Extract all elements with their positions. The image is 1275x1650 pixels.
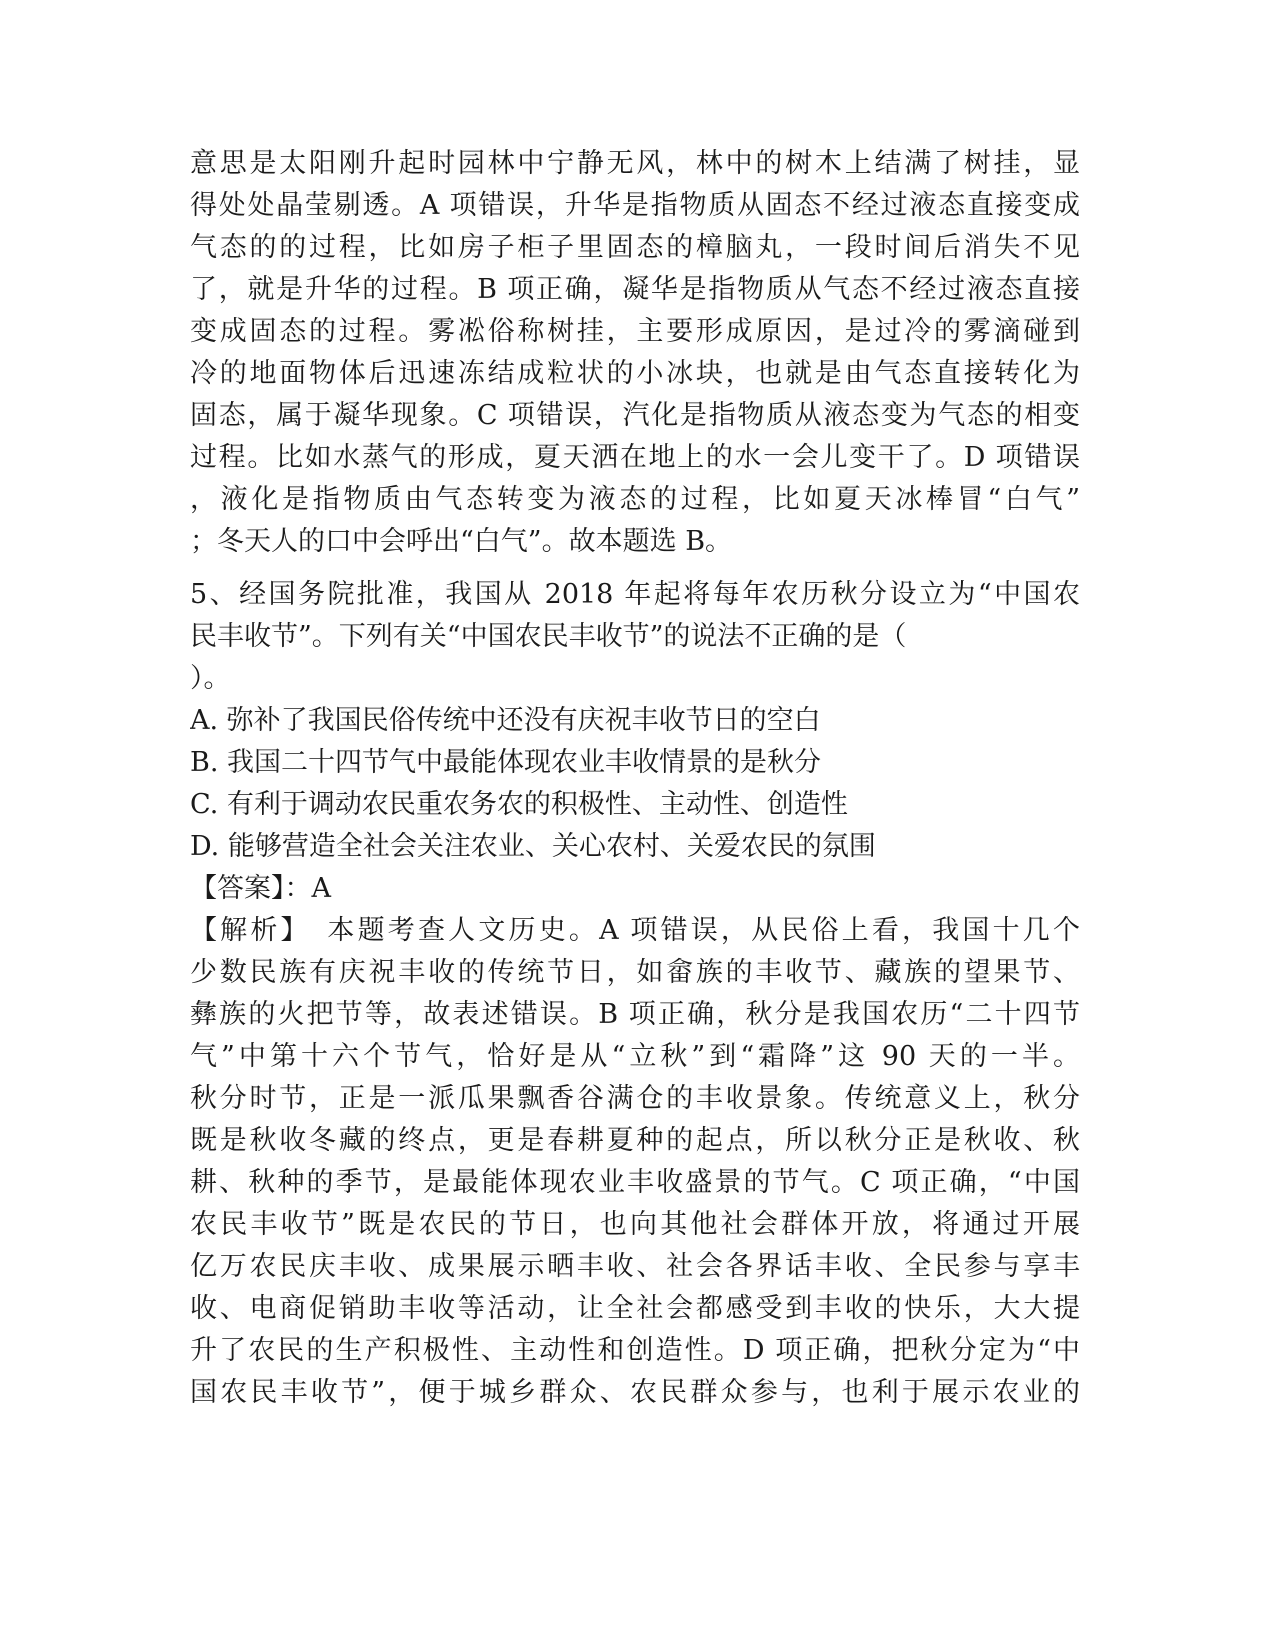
analysis-line: 耕、秋种的季节，是最能体现农业丰收盛景的节气。C 项正确，“中国 (190, 1167, 1080, 1198)
analysis-line: 收、电商促销助丰收等活动，让全社会都感受到丰收的快乐，大大提 (190, 1293, 1080, 1324)
explanation-line: 冷的地面物体后迅速冻结成粒状的小冰块，也就是由气态直接转化为 (190, 358, 1080, 389)
explanation-line: 气态的的过程，比如房子柜子里固态的樟脑丸，一段时间后消失不见 (190, 232, 1080, 263)
analysis-line: 亿万农民庆丰收、成果展示晒丰收、社会各界话丰收、全民参与享丰 (190, 1251, 1080, 1282)
analysis-line: 升了农民的生产积极性、主动性和创造性。D 项正确，把秋分定为“中 (190, 1335, 1080, 1366)
option-a: A. 弥补了我国民俗传统中还没有庆祝丰收节日的空白 (190, 705, 821, 736)
analysis-line: 【解析】 本题考查人文历史。A 项错误，从民俗上看，我国十几个 (190, 915, 1080, 946)
explanation-line: 意思是太阳刚升起时园林中宁静无风，林中的树木上结满了树挂，显 (190, 148, 1080, 179)
explanation-line: 变成固态的过程。雾凇俗称树挂，主要形成原因，是过冷的雾滴碰到 (190, 316, 1080, 347)
explanation-line: 了，就是升华的过程。B 项正确，凝华是指物质从气态不经过液态直接 (190, 274, 1080, 305)
option-b: B. 我国二十四节气中最能体现农业丰收情景的是秋分 (190, 747, 822, 778)
analysis-line: 彝族的火把节等，故表述错误。B 项正确，秋分是我国农历“二十四节 (190, 999, 1080, 1030)
explanation-line: 得处处晶莹剔透。A 项错误，升华是指物质从固态不经过液态直接变成 (190, 190, 1080, 221)
analysis-line: 农民丰收节”既是农民的节日，也向其他社会群体开放，将通过开展 (190, 1209, 1080, 1240)
explanation-line: ；冬天人的口中会呼出“白气”。故本题选 B。 (190, 526, 733, 557)
question-stem-line: 民丰收节”。下列有关“中国农民丰收节”的说法不正确的是（ (190, 621, 907, 652)
explanation-line: 过程。比如水蒸气的形成，夏天洒在地上的水一会儿变干了。D 项错误 (190, 442, 1080, 473)
analysis-line: 气”中第十六个节气，恰好是从“立秋”到“霜降”这 90 天的一半。 (190, 1041, 1080, 1072)
analysis-line: 国农民丰收节”，便于城乡群众、农民群众参与，也利于展示农业的 (190, 1377, 1080, 1408)
analysis-line: 少数民族有庆祝丰收的传统节日，如畲族的丰收节、藏族的望果节、 (190, 957, 1080, 988)
answer-line: 【答案】：A (190, 873, 331, 904)
analysis-line: 既是秋收冬藏的终点，更是春耕夏种的起点，所以秋分正是秋收、秋 (190, 1125, 1080, 1156)
option-c: C. 有利于调动农民重农务农的积极性、主动性、创造性 (190, 789, 848, 820)
question-stem-line: 5、经国务院批准，我国从 2018 年起将每年农历秋分设立为“中国农 (190, 579, 1080, 610)
explanation-line: ，液化是指物质由气态转变为液态的过程，比如夏天冰棒冒“白气” (190, 484, 1080, 515)
explanation-line: 固态，属于凝华现象。C 项错误，汽化是指物质从液态变为气态的相变 (190, 400, 1080, 431)
analysis-line: 秋分时节，正是一派瓜果飘香谷满仓的丰收景象。传统意义上，秋分 (190, 1083, 1080, 1114)
question-stem-line: ）。 (190, 663, 231, 694)
option-d: D. 能够营造全社会关注农业、关心农村、关爱农民的氛围 (190, 831, 876, 862)
